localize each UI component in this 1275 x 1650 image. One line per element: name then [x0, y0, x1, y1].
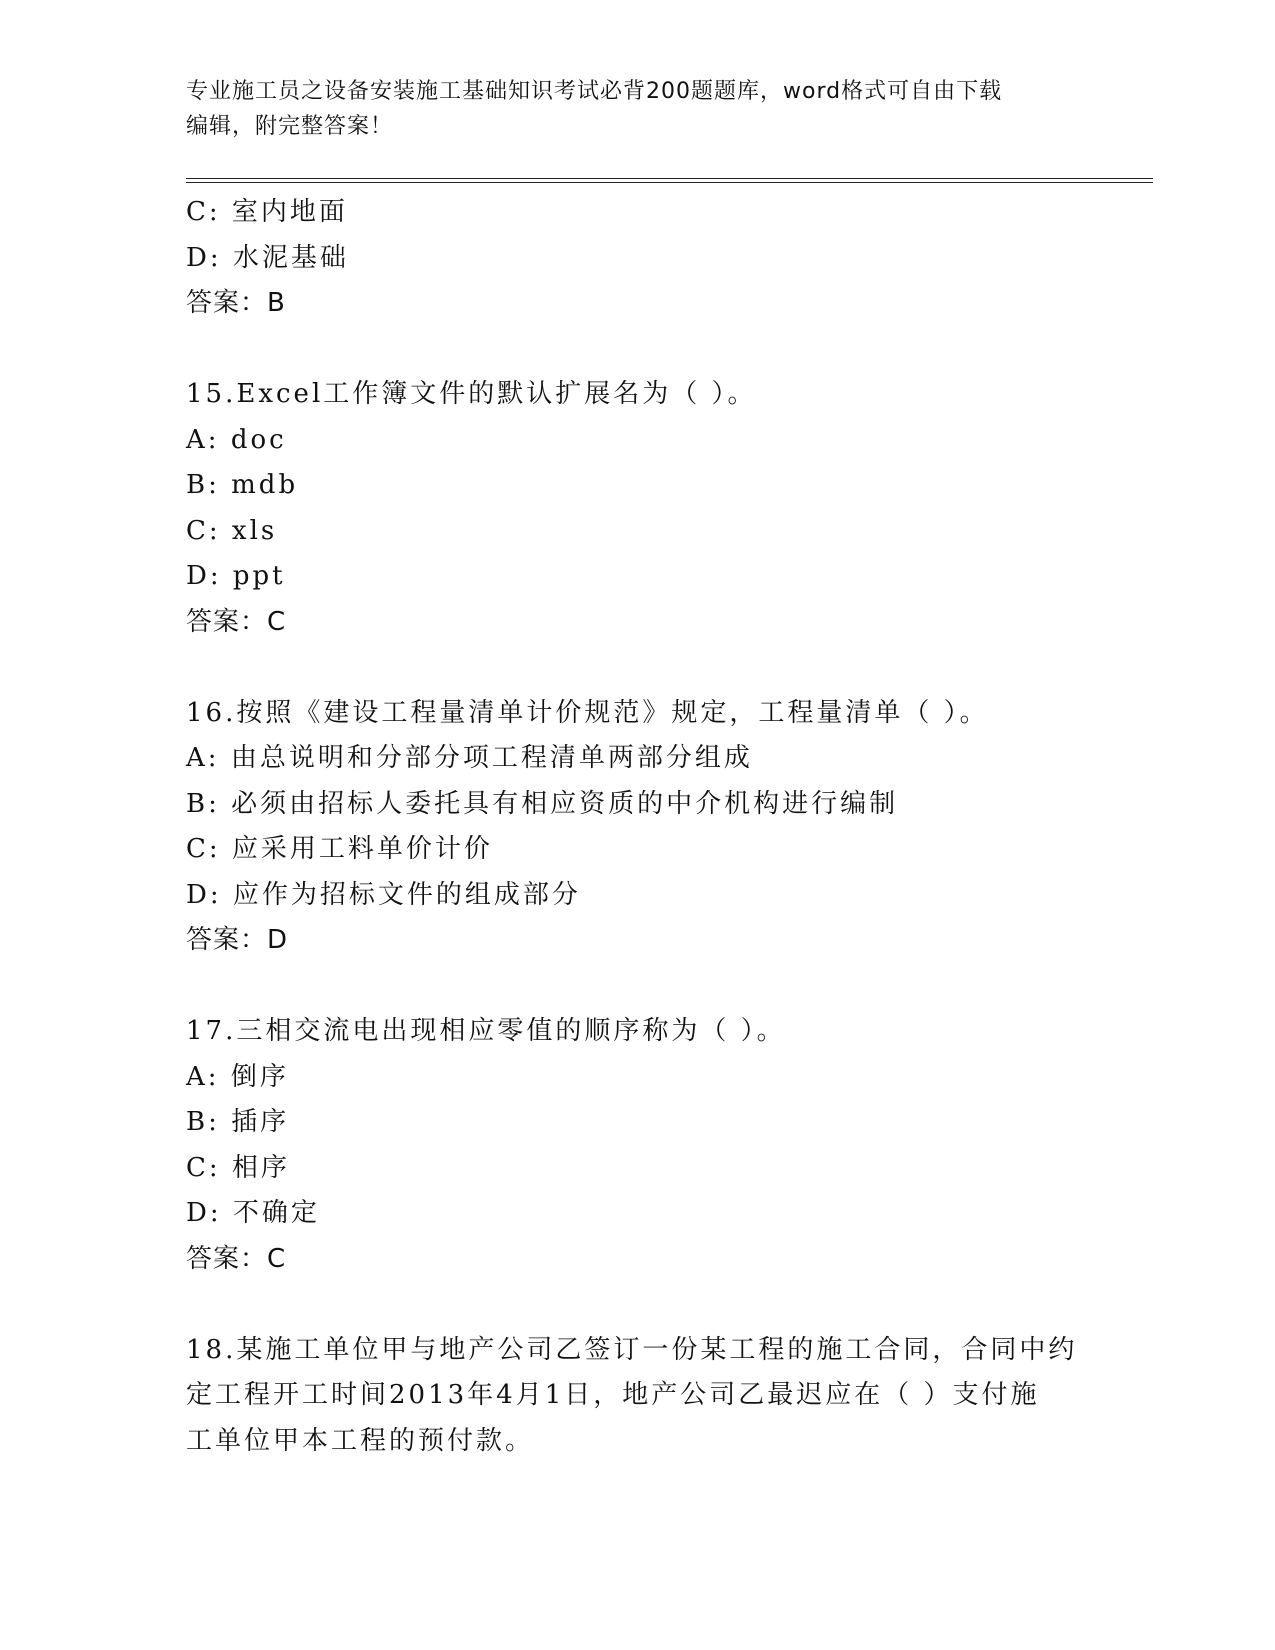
option-text: mdb	[231, 470, 299, 500]
option-text: 由总说明和分部分项工程清单两部分组成	[230, 743, 753, 773]
answer-line: 答案：C	[186, 606, 287, 637]
question-stem: 16.按照《建设工程量清单计价规范》规定，工程量清单（ ）。	[186, 697, 989, 728]
option-text: 水泥基础	[232, 242, 349, 273]
option-row	[186, 190, 1086, 236]
option-label: A:	[186, 1061, 220, 1092]
option-text: 应采用工料单价计价	[231, 834, 493, 864]
option-text: doc	[230, 424, 287, 455]
option-text: 倒序	[230, 1061, 289, 1092]
option-label: B:	[186, 1107, 220, 1137]
option-text: xls	[231, 515, 278, 546]
document-header	[186, 74, 1086, 144]
question-stem-line: 18.某施工单位甲与地产公司乙签订一份某工程的施工合同，合同中约	[186, 1334, 1078, 1365]
option-label: B:	[186, 788, 220, 819]
option-row	[186, 736, 1086, 782]
header-divider	[186, 178, 1153, 183]
option-row	[186, 782, 1086, 828]
option-label: D:	[186, 561, 222, 591]
option-label: A:	[186, 424, 220, 455]
option-row	[186, 1191, 1086, 1237]
question-17	[186, 1009, 1086, 1282]
option-label: C:	[186, 834, 221, 864]
spacer	[186, 964, 1086, 1010]
answer-line: 答案：D	[186, 925, 289, 955]
option-row	[186, 1146, 1086, 1192]
option-row	[186, 554, 1086, 600]
question-15	[186, 372, 1086, 645]
option-label: C:	[186, 1152, 221, 1183]
question-stem-line: 工单位甲本工程的预付款。	[186, 1425, 535, 1456]
option-row	[186, 418, 1086, 464]
header-title-line-1: 专业施工员之设备安装施工基础知识考试必背200题题库，word格式可自由下载	[186, 79, 1003, 104]
option-label: D:	[186, 242, 222, 273]
option-row	[186, 873, 1086, 919]
header-title-line-2: 编辑，附完整答案！	[186, 114, 394, 139]
option-row	[186, 1100, 1086, 1146]
question-stem: 15.Excel工作簿文件的默认扩展名为（ ）。	[186, 379, 757, 409]
option-text: 室内地面	[231, 197, 348, 227]
option-label: C:	[186, 197, 221, 227]
spacer	[186, 645, 1086, 691]
option-label: D:	[186, 1198, 222, 1228]
option-text: 不确定	[232, 1198, 320, 1228]
option-label: D:	[186, 879, 222, 910]
option-row	[186, 509, 1086, 555]
option-text: 插序	[231, 1107, 290, 1137]
option-row	[186, 236, 1086, 282]
question-list	[186, 190, 1086, 1464]
option-text: ppt	[232, 561, 286, 591]
option-text: 应作为招标文件的组成部分	[232, 879, 581, 910]
option-text: 相序	[231, 1152, 290, 1183]
option-label: C:	[186, 515, 221, 546]
question-14-tail	[186, 190, 1086, 327]
option-label: A:	[186, 743, 220, 773]
question-16	[186, 691, 1086, 964]
question-stem: 17.三相交流电出现相应零值的顺序称为（ ）。	[186, 1016, 786, 1046]
answer-line: 答案：C	[186, 1243, 287, 1274]
option-row	[186, 1055, 1086, 1101]
option-row	[186, 827, 1086, 873]
option-row	[186, 463, 1086, 509]
option-label: B:	[186, 470, 220, 500]
option-text: 必须由招标人委托具有相应资质的中介机构进行编制	[231, 788, 899, 819]
question-stem-line: 定工程开工时间2013年4月1日，地产公司乙最迟应在（ ）支付施	[186, 1380, 1040, 1410]
question-18	[186, 1328, 1086, 1465]
spacer	[186, 327, 1086, 373]
answer-line: 答案：B	[186, 288, 286, 318]
spacer	[186, 1282, 1086, 1328]
